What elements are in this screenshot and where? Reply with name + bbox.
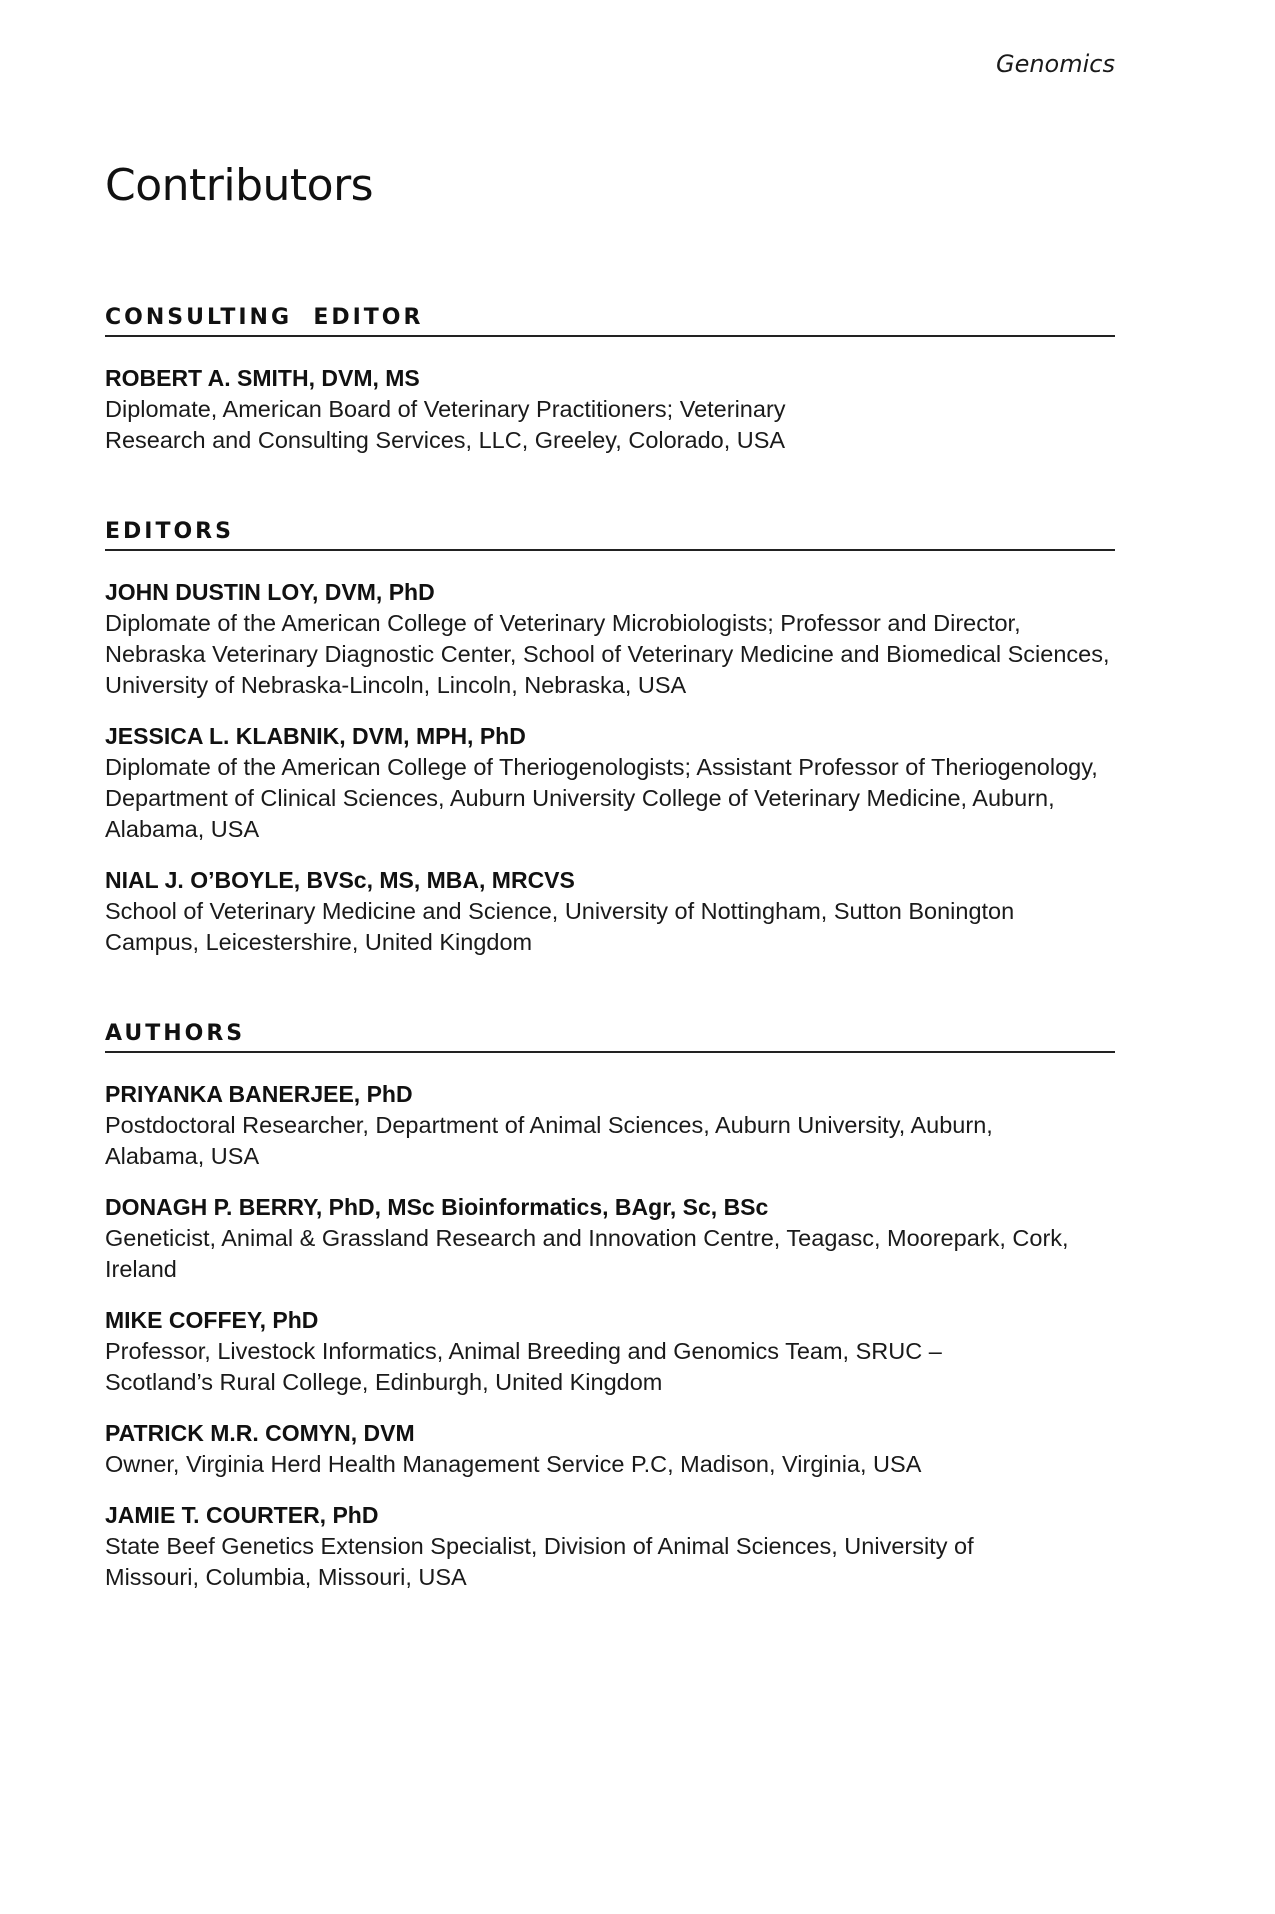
contributor-affiliation: School of Veterinary Medicine and Science, University of Nottingham, Sutton Bonington Campus, Leicestershire, United Kingdom xyxy=(105,898,1015,955)
contributor-affiliation: Diplomate, American Board of Veterinary Practitioners; Veterinary Research and Consulting Services, LLC, Greeley, Colorado, USA xyxy=(105,396,786,453)
contributor-entry xyxy=(105,1305,1115,1398)
contributor-name: PRIYANKA BANERJEE, PhD xyxy=(105,1081,413,1107)
contributor-entry xyxy=(105,721,1115,845)
contributor-affiliation: Owner, Virginia Herd Health Management Service P.C, Madison, Virginia, USA xyxy=(105,1451,922,1477)
contributor-affiliation: Postdoctoral Researcher, Department of Animal Sciences, Auburn University, Auburn, Alabama, USA xyxy=(105,1112,993,1169)
section-heading-editors: EDITORS xyxy=(105,517,1115,551)
contributor-name: JAMIE T. COURTER, PhD xyxy=(105,1502,379,1528)
contributor-name: DONAGH P. BERRY, PhD, MSc Bioinformatics, BAgr, Sc, BSc xyxy=(105,1194,769,1220)
contributor-entry xyxy=(105,1418,1115,1480)
contributor-affiliation: State Beef Genetics Extension Specialist, Division of Animal Sciences, University of Missouri, Columbia, Missouri, USA xyxy=(105,1533,974,1590)
running-head: Genomics xyxy=(995,50,1115,78)
contributor-entry xyxy=(105,1500,1115,1593)
contributors-list xyxy=(105,303,1115,1657)
contributor-entry xyxy=(105,1192,1115,1285)
contributor-affiliation: Geneticist, Animal & Grassland Research and Innovation Centre, Teagasc, Moorepark, Cork, Ireland xyxy=(105,1225,1069,1282)
contributor-entry xyxy=(105,363,1115,456)
contributor-entry xyxy=(105,577,1115,701)
section-heading-consulting-editor: CONSULTING EDITOR xyxy=(105,303,1115,337)
contributor-name: JOHN DUSTIN LOY, DVM, PhD xyxy=(105,579,435,605)
contributor-name: MIKE COFFEY, PhD xyxy=(105,1307,319,1333)
contributor-entry xyxy=(105,1079,1115,1172)
contributor-name: JESSICA L. KLABNIK, DVM, MPH, PhD xyxy=(105,723,526,749)
contributor-name: PATRICK M.R. COMYN, DVM xyxy=(105,1420,415,1446)
consulting-editor-section xyxy=(105,303,1115,456)
contributor-name: NIAL J. O’BOYLE, BVSc, MS, MBA, MRCVS xyxy=(105,867,575,893)
contributor-affiliation: Diplomate of the American College of Theriogenologists; Assistant Professor of Theriogenology, Department of Clinical Sciences, Auburn University College of Veterinary Medicine, Auburn, Alabama, USA xyxy=(105,754,1098,842)
authors-section xyxy=(105,1019,1115,1593)
page-title: Contributors xyxy=(105,160,374,211)
contributor-entry xyxy=(105,865,1115,958)
editors-section xyxy=(105,517,1115,958)
contributor-affiliation: Professor, Livestock Informatics, Animal Breeding and Genomics Team, SRUC – Scotland’s Rural College, Edinburgh, United Kingdom xyxy=(105,1338,942,1395)
section-heading-authors: AUTHORS xyxy=(105,1019,1115,1053)
contributor-affiliation: Diplomate of the American College of Veterinary Microbiologists; Professor and Director, Nebraska Veterinary Diagnostic Center, School of Veterinary Medicine and Biomedical Sciences, University of Nebraska-Lincoln, Lincoln, Nebraska, USA xyxy=(105,610,1110,698)
contributor-name: ROBERT A. SMITH, DVM, MS xyxy=(105,365,420,391)
